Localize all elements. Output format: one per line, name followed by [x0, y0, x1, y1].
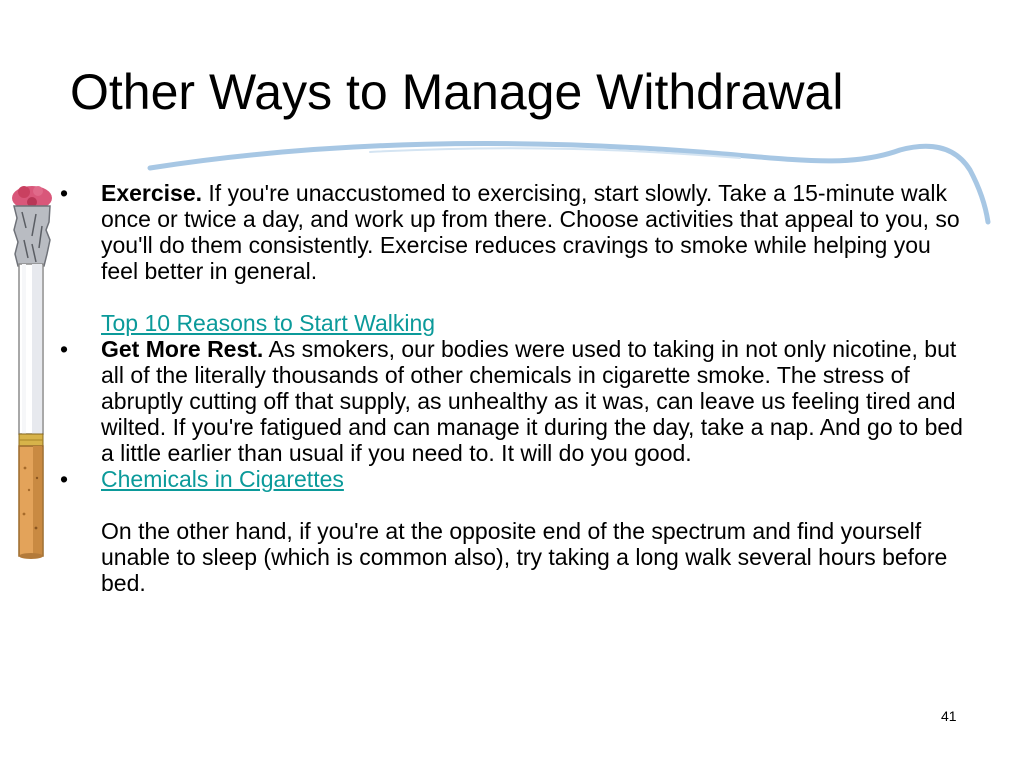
- bullet-marker: •: [60, 466, 69, 492]
- chemicals-in-cigarettes-link[interactable]: Chemicals in Cigarettes: [101, 466, 344, 492]
- bullet-paragraph: [101, 310, 968, 336]
- bullet-paragraph: [101, 466, 968, 492]
- bullet-paragraph: [101, 180, 968, 284]
- page-number: 41: [941, 708, 957, 724]
- list-item-rest: [58, 336, 968, 466]
- bullet-text: As smokers, our bodies were used to taking in not only nicotine, but all of the literally thousands of other chemicals in cigarette smoke. The stress of abruptly cutting off that supply, as unhealthy as it was, can leave us feeling tired and wilted. If you're fatigued and can manage it during the day, take a nap. And go to bed a little earlier than usual if you need to. It will do you good.: [101, 336, 963, 466]
- bullet-marker: •: [60, 336, 69, 362]
- bullet-paragraph: [101, 518, 968, 596]
- bullet-list: [58, 180, 968, 596]
- bullet-lead: Get More Rest.: [101, 336, 264, 362]
- bullet-text: If you're unaccustomed to exercising, start slowly. Take a 15-minute walk once or twice a day, and work up from there. Choose activities that appeal to you, so you'll do them consistently. Exercise reduces cravings to smoke while helping you feel better in general.: [101, 180, 960, 284]
- cigarette-icon: [2, 178, 69, 560]
- slide-title: Other Ways to Manage Withdrawal: [70, 64, 844, 120]
- bullet-text: On the other hand, if you're at the opposite end of the spectrum and find yourself unable to sleep (which is common also), try taking a long walk several hours before bed.: [101, 518, 948, 596]
- bullet-marker: •: [60, 180, 69, 206]
- list-item-exercise: [58, 180, 968, 336]
- top-10-reasons-link[interactable]: Top 10 Reasons to Start Walking: [101, 310, 436, 336]
- list-item-chemicals: [58, 466, 968, 596]
- bullet-paragraph: [101, 336, 968, 466]
- bullet-lead: Exercise.: [101, 180, 203, 206]
